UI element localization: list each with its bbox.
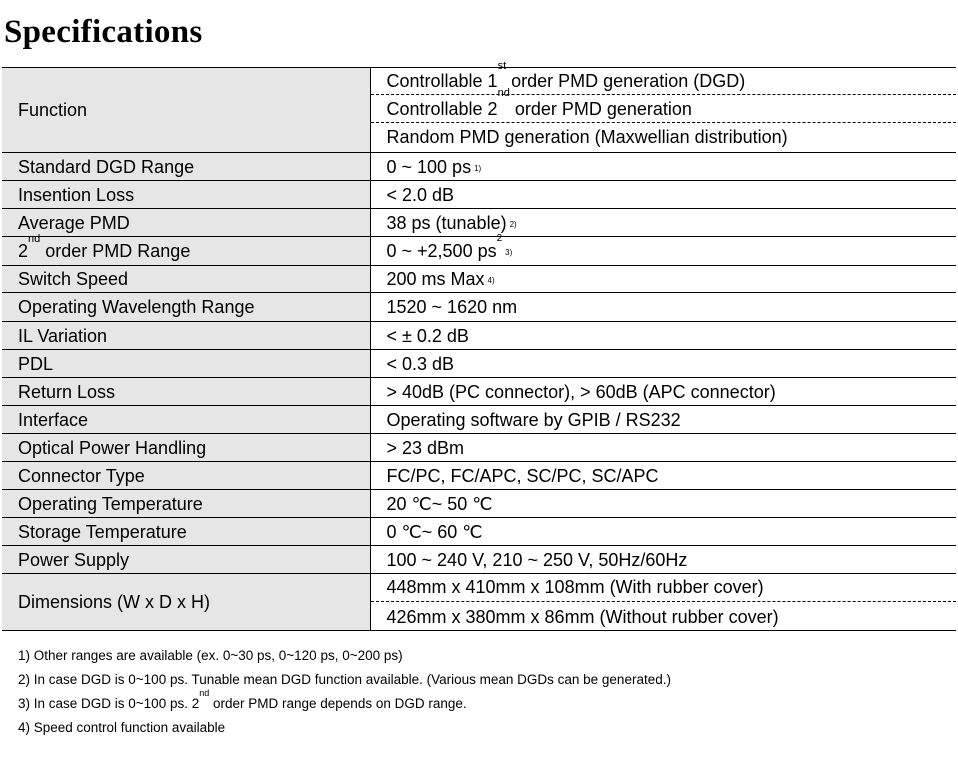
row-label: Connector Type (2, 462, 370, 490)
row-value: < 0.3 dB (370, 350, 956, 378)
row-value: > 40dB (PC connector), > 60dB (APC connector) (370, 378, 956, 406)
row-value: 0 ~ +2,500 ps$^{23)}$ (370, 237, 956, 266)
spec-table (2, 60, 956, 631)
footnote-ref: 1) (474, 163, 482, 173)
table-row (2, 462, 956, 490)
row-value: 100 ~ 240 V, 210 ~ 250 V, 50Hz/60Hz (370, 546, 956, 574)
function-value-dgd: Controllable 1st order PMD generation (DGD) (371, 68, 957, 95)
row-value: Operating software by GPIB / RS232 (370, 406, 956, 434)
table-row (2, 293, 956, 322)
row-label: Storage Temperature (2, 518, 370, 546)
row-value: < ± 0.2 dB (370, 322, 956, 350)
row-label: IL Variation (2, 322, 370, 350)
row-label: Switch Speed (2, 266, 370, 293)
function-value-second-order: Controllable 2nd order PMD generation (371, 95, 957, 123)
row-label: 2nd order PMD Range (2, 237, 370, 266)
row-label: PDL (2, 350, 370, 378)
row-value: > 23 dBm (370, 434, 956, 462)
row-label: Return Loss (2, 378, 370, 406)
table-row (2, 434, 956, 462)
row-value: 1520 ~ 1620 nm (370, 293, 956, 322)
page-title: Specifications (4, 14, 203, 50)
table-row (2, 322, 956, 350)
table-row (2, 518, 956, 546)
footnote-1: 1) Other ranges are available (ex. 0~30 ps, 0~120 ps, 0~200 ps) (18, 648, 403, 663)
table-row (2, 490, 956, 518)
row-value: 20 ℃~ 50 ℃ (370, 490, 956, 518)
row-label: Operating Temperature (2, 490, 370, 518)
row-value: < 2.0 dB (370, 181, 956, 209)
row-label: Interface (2, 406, 370, 434)
table-row (2, 546, 956, 574)
table-row (2, 237, 956, 266)
table-row (2, 266, 956, 293)
table-row (2, 350, 956, 378)
footnote-4: 4) Speed control function available (18, 720, 226, 735)
dimension-with-cover: 448mm x 410mm x 108mm (With rubber cover) (371, 574, 957, 602)
row-value: 0 ~ 100 ps $^{1)}$ (370, 153, 956, 181)
footnote-ref: 4) (487, 276, 495, 285)
footnotes (18, 646, 671, 742)
table-row (2, 68, 956, 153)
footnote-3: 3) In case DGD is 0~100 ps. 2nd order PMD range depends on DGD range. (18, 688, 467, 711)
row-value: 200 ms Max $^{4)}$ (370, 266, 956, 293)
row-label: Standard DGD Range (2, 153, 370, 181)
table-row (2, 406, 956, 434)
footnote-ref: 2) (509, 219, 517, 229)
row-label: Average PMD (2, 209, 370, 237)
table-row (2, 153, 956, 181)
function-values (370, 60, 956, 153)
footnote-ref: 3) (505, 248, 513, 257)
row-value: 0 ℃~ 60 ℃ (370, 518, 956, 546)
dimension-without-cover: 426mm x 380mm x 86mm (Without rubber cover) (386, 607, 779, 627)
dimensions-values (370, 574, 956, 631)
table-row (2, 209, 956, 237)
row-label: Dimensions (W x D x H) (2, 574, 370, 631)
row-label: Optical Power Handling (2, 434, 370, 462)
row-value: FC/PC, FC/APC, SC/PC, SC/APC (370, 462, 956, 490)
table-row (2, 181, 956, 209)
row-label: Function (2, 68, 370, 153)
row-label: Power Supply (2, 546, 370, 574)
function-value-random: Random PMD generation (Maxwellian distribution) (386, 127, 788, 147)
footnote-2: 2) In case DGD is 0~100 ps. Tunable mean DGD function available. (Various mean DGDs can be generated.) (18, 672, 671, 687)
row-value: 38 ps (tunable) $^{2)}$ (370, 209, 956, 237)
row-label: Insention Loss (2, 181, 370, 209)
row-label: Operating Wavelength Range (2, 293, 370, 322)
table-row (2, 574, 956, 631)
table-row (2, 378, 956, 406)
